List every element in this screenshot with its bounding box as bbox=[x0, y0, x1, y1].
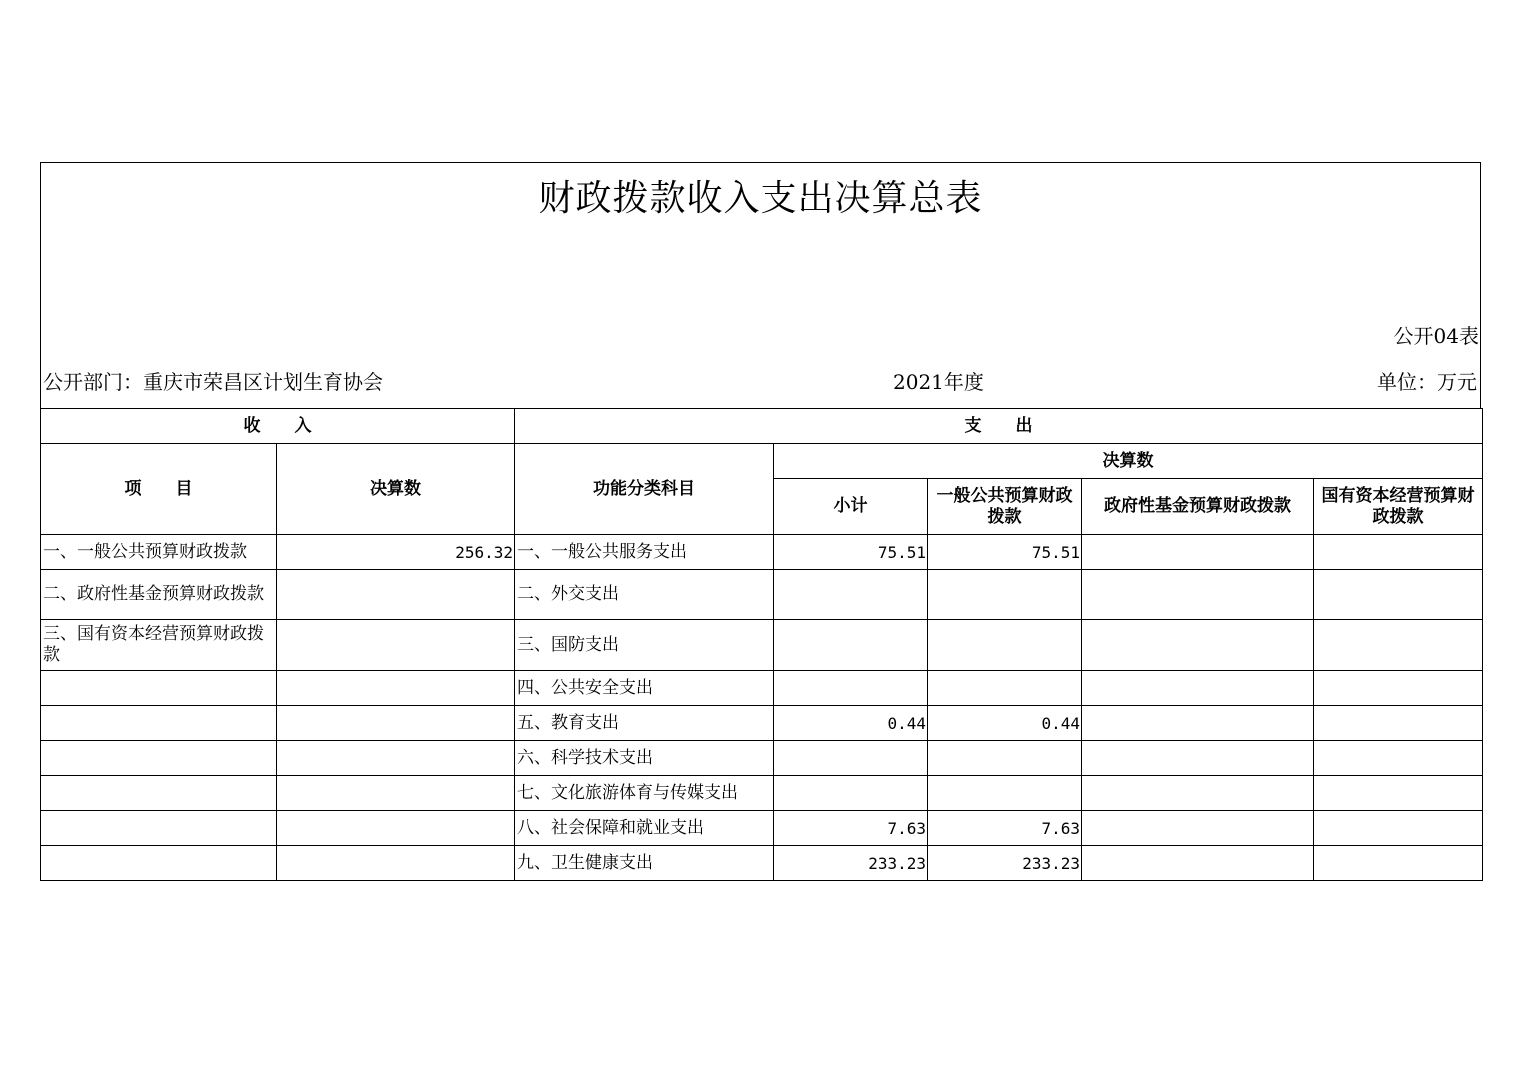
subtotal-cell: 0.44 bbox=[774, 706, 928, 741]
general-cell: 75.51 bbox=[928, 535, 1082, 570]
table-row bbox=[41, 811, 1483, 846]
table-row bbox=[41, 671, 1483, 706]
subtotal-cell bbox=[774, 570, 928, 620]
fund-cell bbox=[1082, 535, 1314, 570]
fund-cell bbox=[1082, 570, 1314, 620]
subtotal-cell bbox=[774, 671, 928, 706]
table-row bbox=[41, 776, 1483, 811]
general-cell: 7.63 bbox=[928, 811, 1082, 846]
general-cell: 233.23 bbox=[928, 846, 1082, 881]
income-amount bbox=[277, 706, 515, 741]
income-item: 一、一般公共预算财政拨款 bbox=[41, 535, 277, 570]
expense-item: 五、教育支出 bbox=[515, 706, 774, 741]
fund-cell bbox=[1082, 741, 1314, 776]
income-item bbox=[41, 811, 277, 846]
table-number: 公开04表 bbox=[1393, 324, 1479, 348]
capital-cell bbox=[1314, 570, 1483, 620]
state-capital-header: 国有资本经营预算财政拨款 bbox=[1314, 479, 1483, 535]
header-row-1 bbox=[41, 409, 1483, 444]
capital-cell bbox=[1314, 741, 1483, 776]
subtotal-cell bbox=[774, 776, 928, 811]
general-budget-header: 一般公共预算财政拨款 bbox=[928, 479, 1082, 535]
expense-item: 六、科学技术支出 bbox=[515, 741, 774, 776]
capital-cell bbox=[1314, 811, 1483, 846]
expense-item: 三、国防支出 bbox=[515, 620, 774, 671]
capital-cell bbox=[1314, 846, 1483, 881]
general-cell bbox=[928, 620, 1082, 671]
expense-item: 八、社会保障和就业支出 bbox=[515, 811, 774, 846]
income-item: 二、政府性基金预算财政拨款 bbox=[41, 570, 277, 620]
general-cell bbox=[928, 671, 1082, 706]
capital-cell bbox=[1314, 671, 1483, 706]
income-amount: 256.32 bbox=[277, 535, 515, 570]
table-row bbox=[41, 741, 1483, 776]
amount-header: 决算数 bbox=[277, 444, 515, 535]
year-label: 2021年度 bbox=[893, 370, 984, 394]
fund-cell bbox=[1082, 776, 1314, 811]
income-item: 三、国有资本经营预算财政拨款 bbox=[41, 620, 277, 671]
income-header: 收 入 bbox=[41, 409, 515, 444]
fund-cell bbox=[1082, 620, 1314, 671]
income-amount bbox=[277, 671, 515, 706]
department-label: 公开部门：重庆市荣昌区计划生育协会 bbox=[43, 370, 383, 394]
capital-cell bbox=[1314, 620, 1483, 671]
gov-fund-header: 政府性基金预算财政拨款 bbox=[1082, 479, 1314, 535]
expense-item: 九、卫生健康支出 bbox=[515, 846, 774, 881]
fund-cell bbox=[1082, 706, 1314, 741]
fund-cell bbox=[1082, 811, 1314, 846]
income-item bbox=[41, 846, 277, 881]
table-row bbox=[41, 620, 1483, 671]
subtotal-cell: 233.23 bbox=[774, 846, 928, 881]
general-cell bbox=[928, 741, 1082, 776]
table-row bbox=[41, 846, 1483, 881]
income-item bbox=[41, 706, 277, 741]
fund-cell bbox=[1082, 671, 1314, 706]
table-row bbox=[41, 706, 1483, 741]
function-subject-header: 功能分类科目 bbox=[515, 444, 774, 535]
capital-cell bbox=[1314, 535, 1483, 570]
subtotal-header: 小计 bbox=[774, 479, 928, 535]
income-item bbox=[41, 741, 277, 776]
unit-label: 单位：万元 bbox=[1377, 370, 1477, 394]
general-cell: 0.44 bbox=[928, 706, 1082, 741]
subtotal-cell: 7.63 bbox=[774, 811, 928, 846]
table-row bbox=[41, 535, 1483, 570]
income-amount bbox=[277, 570, 515, 620]
income-amount bbox=[277, 776, 515, 811]
budget-table bbox=[40, 408, 1483, 881]
expense-header: 支 出 bbox=[515, 409, 1483, 444]
expense-item: 一、一般公共服务支出 bbox=[515, 535, 774, 570]
capital-cell bbox=[1314, 776, 1483, 811]
fund-cell bbox=[1082, 846, 1314, 881]
income-item bbox=[41, 671, 277, 706]
general-cell bbox=[928, 776, 1082, 811]
subtotal-cell bbox=[774, 741, 928, 776]
income-amount bbox=[277, 620, 515, 671]
header-row-2 bbox=[41, 444, 1483, 479]
expense-item: 二、外交支出 bbox=[515, 570, 774, 620]
page-title: 财政拨款收入支出决算总表 bbox=[538, 178, 983, 219]
income-amount bbox=[277, 811, 515, 846]
expense-item: 七、文化旅游体育与传媒支出 bbox=[515, 776, 774, 811]
income-amount bbox=[277, 846, 515, 881]
subtotal-cell bbox=[774, 620, 928, 671]
item-header: 项 目 bbox=[41, 444, 277, 535]
income-item bbox=[41, 776, 277, 811]
income-amount bbox=[277, 741, 515, 776]
final-amount-header: 决算数 bbox=[774, 444, 1483, 479]
capital-cell bbox=[1314, 706, 1483, 741]
expense-item: 四、公共安全支出 bbox=[515, 671, 774, 706]
table-row bbox=[41, 570, 1483, 620]
general-cell bbox=[928, 570, 1082, 620]
subtotal-cell: 75.51 bbox=[774, 535, 928, 570]
